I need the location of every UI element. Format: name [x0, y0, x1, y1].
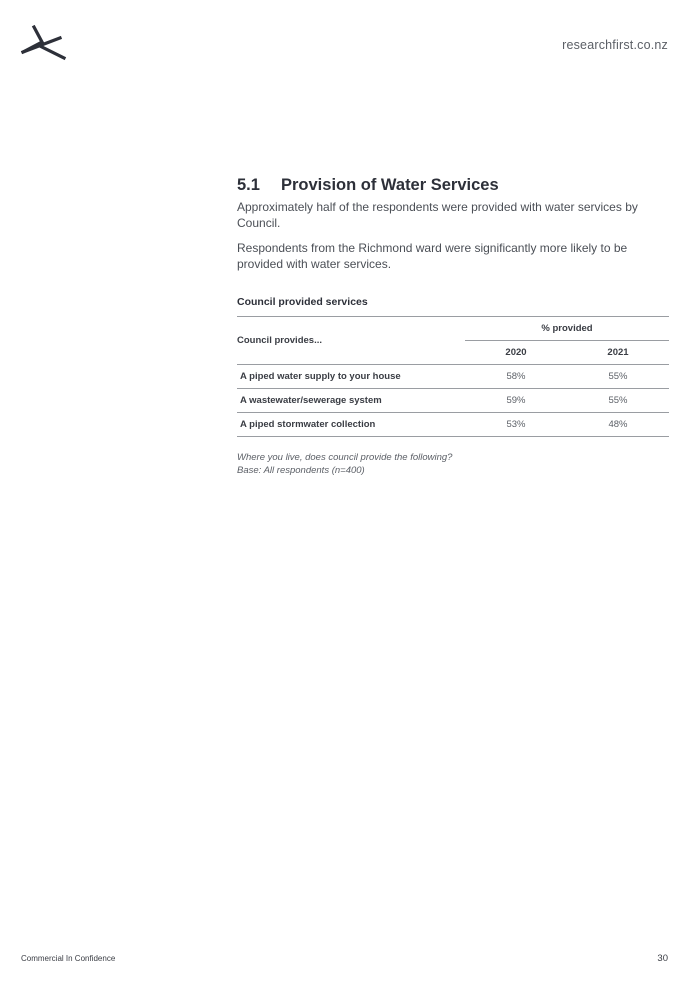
row-label: A wastewater/sewerage system: [237, 389, 465, 413]
year-header: 2020: [505, 347, 527, 358]
confidentiality-label: Commercial In Confidence: [21, 954, 116, 963]
table-row: [237, 413, 669, 437]
cell-value: 55%: [567, 389, 669, 413]
row-header: Council provides...: [237, 335, 322, 346]
council-services-table: [237, 316, 669, 437]
paragraph: Respondents from the Richmond ward were significantly more likely to be provided with water services.: [237, 241, 628, 271]
main-content: [237, 176, 669, 477]
website-url[interactable]: researchfirst.co.nz: [562, 38, 668, 52]
research-first-logo-icon: [20, 24, 68, 64]
year-header: 2021: [607, 347, 629, 358]
page-number: 30: [657, 953, 668, 964]
section-number: 5.1: [237, 176, 260, 194]
cell-value: 58%: [465, 365, 567, 389]
table-note: [237, 451, 669, 477]
cell-value: 48%: [567, 413, 669, 437]
section-heading: [237, 176, 669, 195]
section-title: Provision of Water Services: [281, 176, 499, 194]
table-row: [237, 389, 669, 413]
cell-value: 59%: [465, 389, 567, 413]
group-header: % provided: [465, 317, 669, 341]
row-label: A piped stormwater collection: [237, 413, 465, 437]
cell-value: 55%: [567, 365, 669, 389]
paragraph: Approximately half of the respondents were provided with water services by Council.: [237, 200, 638, 230]
base-note: Base: All respondents (n=400): [237, 465, 365, 476]
table-row: [237, 365, 669, 389]
cell-value: 53%: [465, 413, 567, 437]
row-label: A piped water supply to your house: [237, 365, 465, 389]
table-title: Council provided services: [237, 296, 368, 308]
question-note: Where you live, does council provide the following?: [237, 452, 453, 463]
